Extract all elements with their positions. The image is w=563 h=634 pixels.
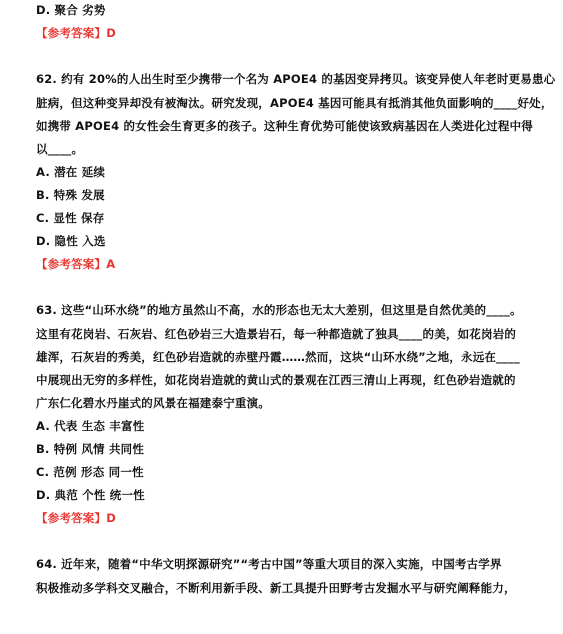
q64-line-1: 64. 近年来，随着“中华文明探源研究”“考古中国”等重大项目的深入实施，中国考古学界 (36, 557, 502, 571)
q63-line-3: 雄浑，石灰岩的秀美，红色砂岩造就的赤壁丹霞……然而，这块“山环水绕”之地，永远在____ (36, 350, 520, 364)
q62-line-1: 62. 约有 20%的人出生时至少携带一个名为 APOE4 的基因变异拷贝。该变异使人年老时更易患心 (36, 72, 556, 86)
q62-option-d: D. 隐性 入选 (36, 234, 106, 248)
q63-option-b: B. 特例 风情 共同性 (36, 442, 145, 456)
q63-answer: 【参考答案】D (36, 511, 116, 525)
q62-option-b: B. 特殊 发展 (36, 188, 105, 202)
q64-line-2: 积极推动多学科交叉融合，不断利用新手段、新工具提升田野考古发掘水平与研究阐释能力， (36, 581, 516, 595)
q62-option-a: A. 潜在 延续 (36, 165, 106, 179)
q63-line-1: 63. 这些“山环水绕”的地方虽然山不高，水的形态也无太大差别，但这里是自然优美的____。 (36, 303, 522, 317)
prev-answer: 【参考答案】D (36, 26, 116, 40)
q63-line-5: 广东仁化碧水丹崖式的风景在福建泰宁重演。 (36, 396, 270, 410)
q63-option-d: D. 典范 个性 统一性 (36, 488, 145, 502)
q62-line-3: 如携带 APOE4 的女性会生育更多的孩子。这种生育优势可能使该致病基因在人类进化过程中得 (36, 119, 533, 133)
q62-option-c: C. 显性 保存 (36, 211, 105, 225)
q63-line-4: 中展现出无穷的多样性，如花岗岩造就的黄山式的景观在江西三清山上再现，红色砂岩造就的 (36, 373, 516, 387)
q62-line-2: 脏病，但这种变异却没有被淘汰。研究发现，APOE4 基因可能具有抵消其他负面影响的____好处， (36, 96, 553, 110)
prev-option-d: D. 聚合 劣势 (36, 3, 106, 17)
q63-line-2: 这里有花岗岩、石灰岩、红色砂岩三大造景岩石，每一种都造就了独具____的美，如花岗岩的 (36, 327, 517, 341)
q62-answer: 【参考答案】A (36, 257, 116, 271)
q62-line-4: 以____。 (36, 142, 84, 156)
q63-option-c: C. 范例 形态 同一性 (36, 465, 144, 479)
q63-option-a: A. 代表 生态 丰富性 (36, 419, 145, 433)
